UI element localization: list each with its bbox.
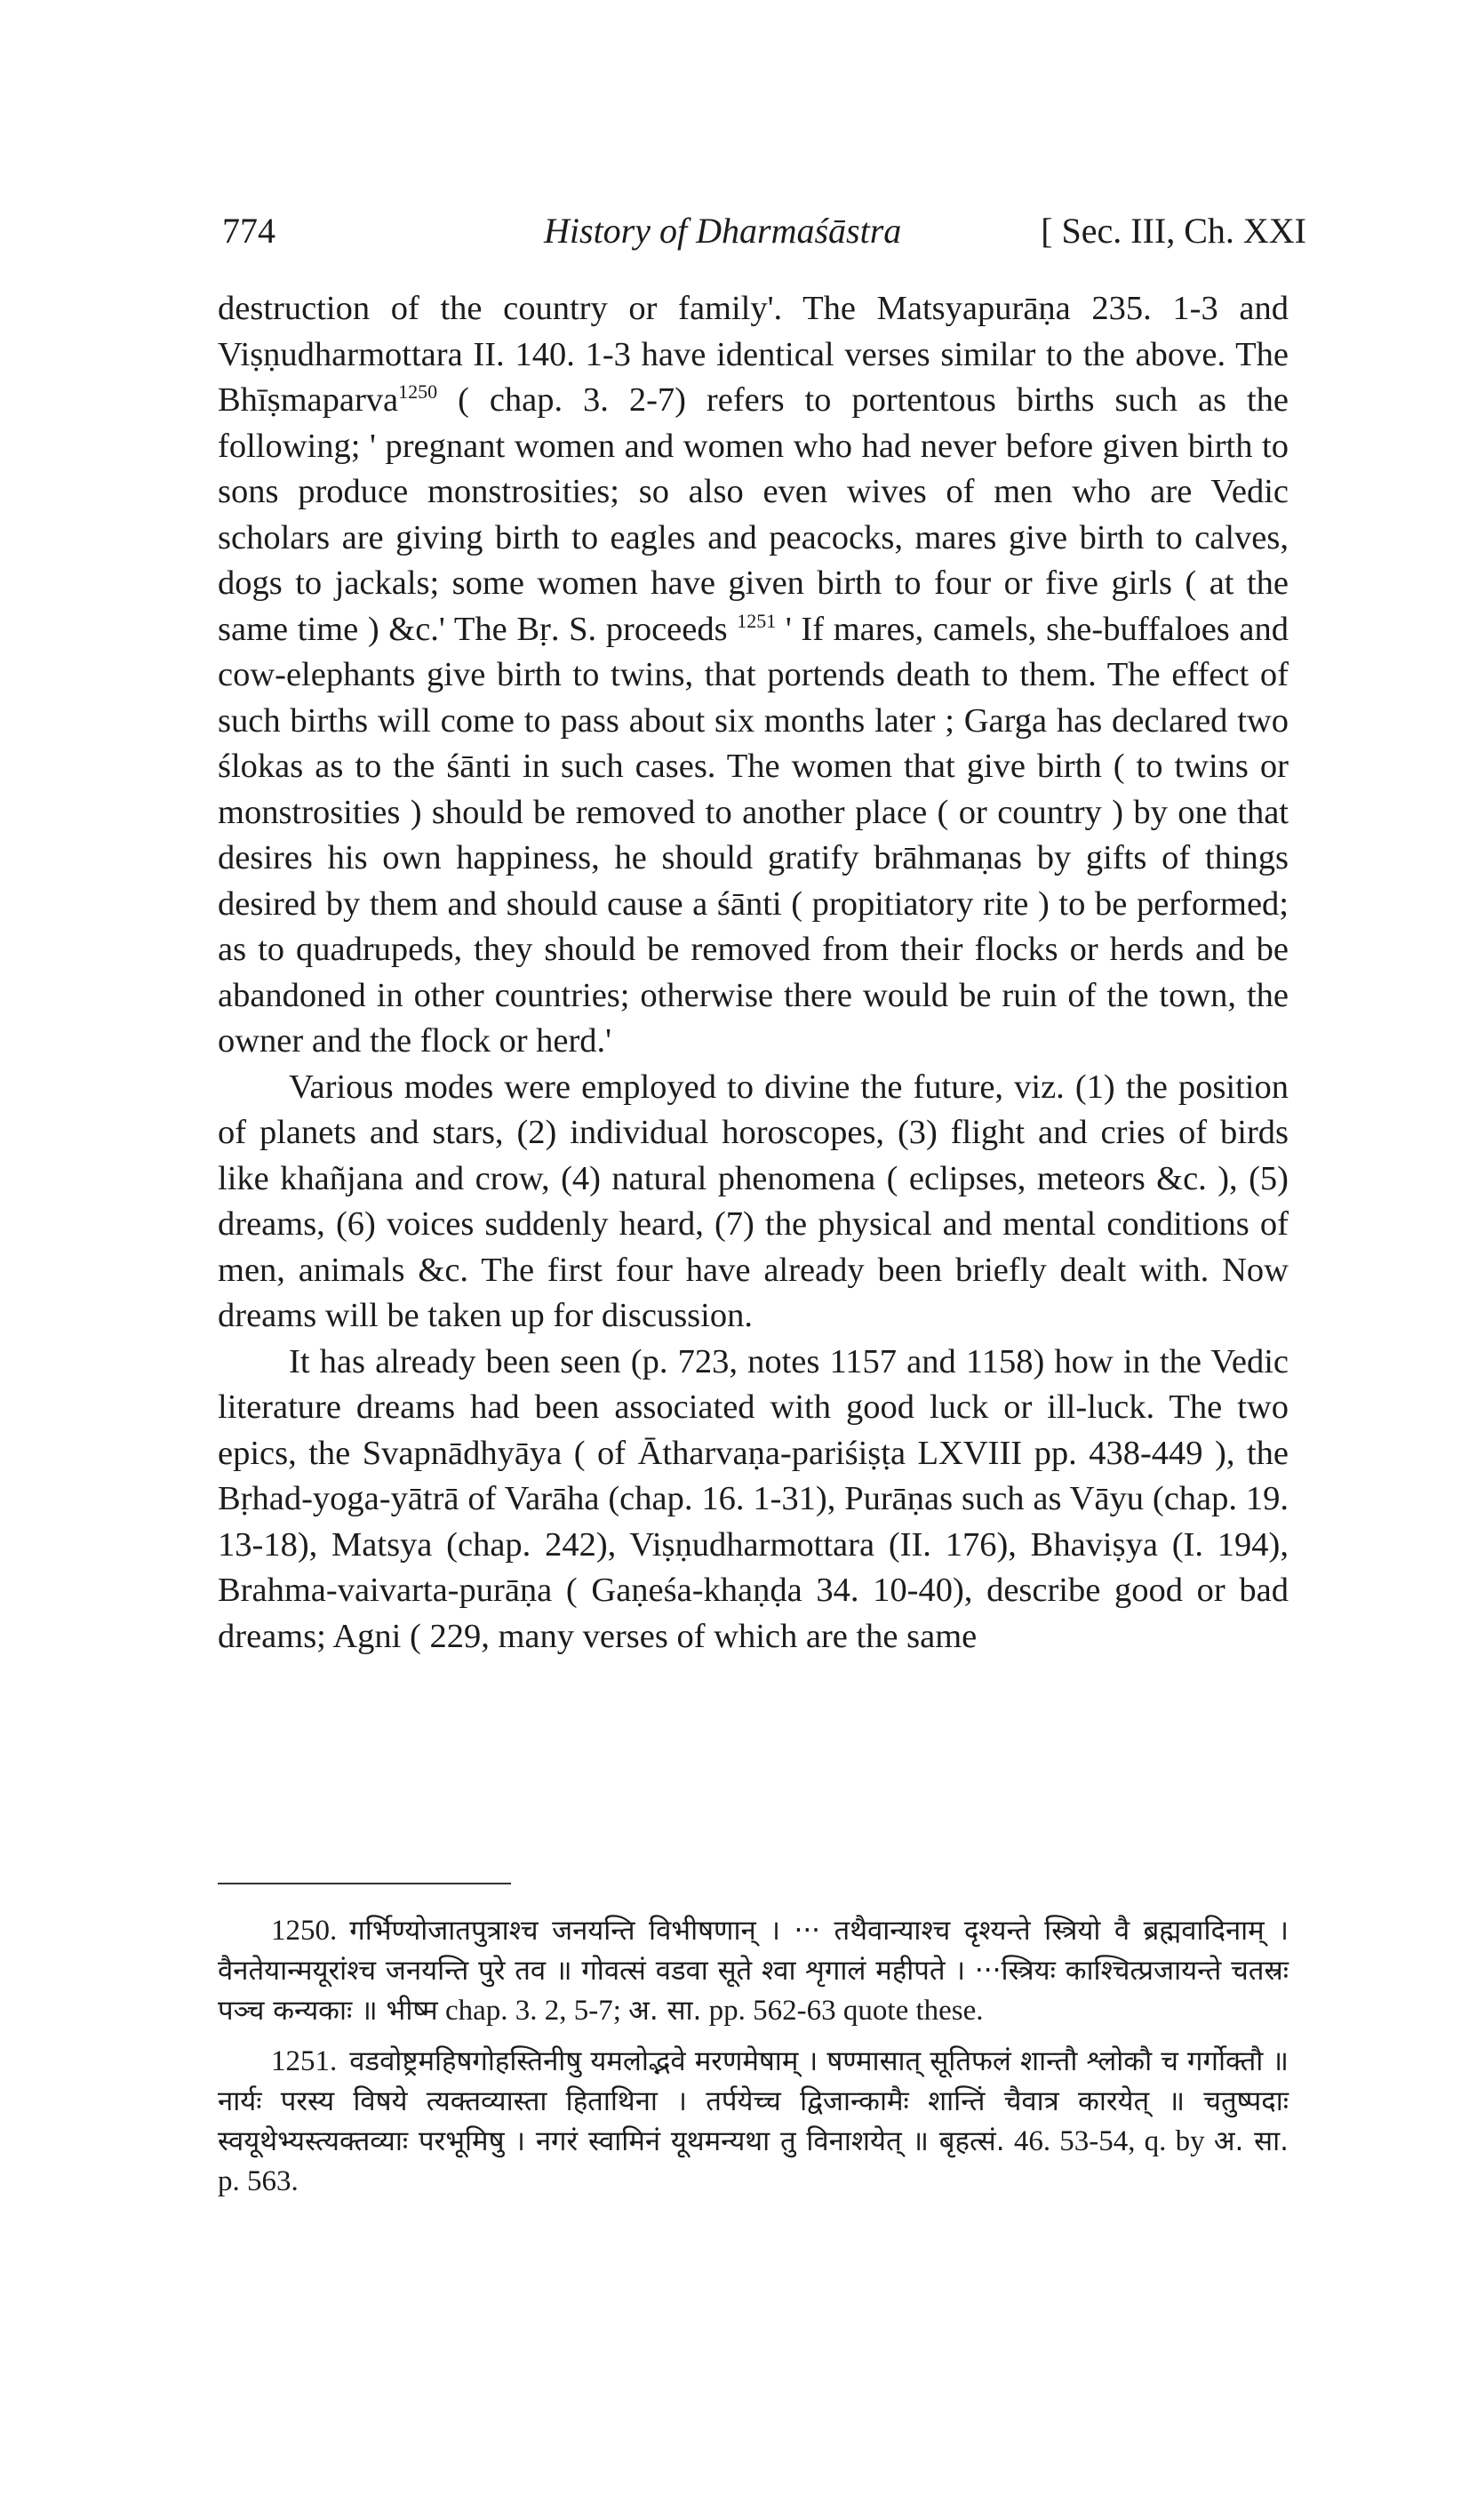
- paragraph-3: It has already been seen (p. 723, notes 1157 and 1158) how in the Vedic literature dreams had been associated with good luck or ill-luck. The two epics, the Svapnādhyāya ( of Ātharvaṇa-pariśiṣṭa LXVIII pp. 438-449 ), the Bṛhad-yoga-yātrā of Varāha (chap. 16. 1-31), Purāṇas such as Vāyu (chap. 19. 13-18), Matsya (chap. 242), Viṣṇudharmottara (II. 176), Bhaviṣya (I. 194), Brahma-vaivarta-purāṇa ( Gaṇeśa-khaṇḍa 34. 10-40), describe good or bad dreams; Agni ( 229, many verses of which are the same: [218, 1342, 1289, 1655]
- paragraph-2: Various modes were employed to divine the future, viz. (1) the position of planets and stars, (2) individual horoscopes, (3) flight and cries of birds like khañjana and crow, (4) natural phenomena ( eclipses, meteors &c. ), (5) dreams, (6) voices suddenly heard, (7) the physical and mental conditions of men, animals &c. The first four have already been briefly dealt with. Now dreams will be taken up for discussion.: [218, 1068, 1289, 1334]
- footnote-1250-number: 1250.: [271, 1915, 338, 1947]
- footnote-1251-sanskrit: वडवोष्ट्रमहिषगोहस्तिनीषु यमलोद्भवे मरणमेषाम् । षण्मासात् सूतिफलं शान्तौ श्लोकौ च गर्गोक्तौ ॥ नार्यः परस्य विषये त्यक्तव्यास्ता हिताथिना । तर्पयेच्च द्विजान्कामैः शान्तिं चैवात्र कारयेत् ॥ चतुष्पदाः स्वयूथेभ्यस्त्यक्तव्याः परभूमिषु । नगरं स्वामिनं यूथमन्यथा तु विनाशयेत् ॥ बृहत्सं.: [218, 2045, 1289, 2157]
- footnote-1250: [218, 1911, 1289, 2031]
- footnote-1250-reference: chap. 3. 2, 5-7;: [437, 1995, 629, 2027]
- running-title: History of Dharmaśāstra: [544, 211, 902, 251]
- body-text: [218, 286, 1289, 1660]
- footnote-1250-pages: pp. 562-63 quote these.: [701, 1995, 984, 2027]
- footnote-1251: [218, 2042, 1289, 2202]
- footnote-1250-sanskrit: गर्भिण्योजातपुत्राश्च जनयन्ति विभीषणान् । ··· तथैवान्याश्च दृश्यन्ते स्त्रियो वै ब्रह्मवादिनाम् । वैनतेयान्मयूरांश्च जनयन्ति पुरे तव ॥ गोवत्सं वडवा सूते श्वा शृगालं महीपते । ···स्त्रियः काश्चित्प्रजायन्ते चतस्रः पञ्च कन्यकाः ॥ भीष्म: [218, 1915, 1289, 2027]
- page-header: [222, 210, 1306, 263]
- paragraph-1-part-a: destruction of the country or family'. The Matsyapurāṇa 235. 1-3 and Viṣṇudharmottara II. 140. 1-3 have identical verses similar to the above. The Bhīṣmaparva: [218, 290, 1289, 419]
- footnote-1251-number: 1251.: [271, 2045, 338, 2077]
- footnote-1251-source: अ. सा.: [1213, 2125, 1289, 2157]
- footnote-1251-reference: 46. 53-54, q. by: [1004, 2125, 1214, 2157]
- footnote-ref-1251: 1251: [737, 609, 777, 632]
- paragraph-1: [218, 286, 1289, 1065]
- footnotes: [218, 1911, 1289, 2212]
- footnote-rule: [218, 1883, 511, 1884]
- footnote-ref-1250: 1250: [398, 380, 438, 404]
- page-number: 774: [222, 211, 275, 251]
- paragraph-1-part-c: ' If mares, camels, she-buffaloes and cow-elephants give birth to twins, that portends death to them. The effect of such births will come to pass about six months later ; Garga has declared two ślokas as to the śānti in such cases. The women that give birth ( to twins or monstrosities ) should be removed to another place ( or country ) by one that desires his own happiness, he should gratify brāhmaṇas by gifts of things desired by them and should cause a śānti ( propitiatory rite ) to be performed; as to quadrupeds, they should be removed from their flocks or herds and be abandoned in other countries; otherwise there would be ruin of the town, the owner and the flock or herd.': [218, 610, 1289, 1060]
- footnote-1251-pages: p. 563.: [218, 2165, 299, 2197]
- paragraph-1-part-b: ( chap. 3. 2-7) refers to portentous births such as the following; ' pregnant women and women who had never before given birth to sons produce monstrosities; so also even wives of men who are Vedic scholars are giving birth to eagles and peacocks, mares give birth to calves, dogs to jackals; some women have given birth to four or five girls ( at the same time ) &c.' The Bṛ. S. proceeds: [218, 381, 1289, 648]
- footnote-1250-source: अ. सा.: [628, 1995, 702, 2027]
- section-reference: [ Sec. III, Ch. XXI: [1041, 211, 1306, 251]
